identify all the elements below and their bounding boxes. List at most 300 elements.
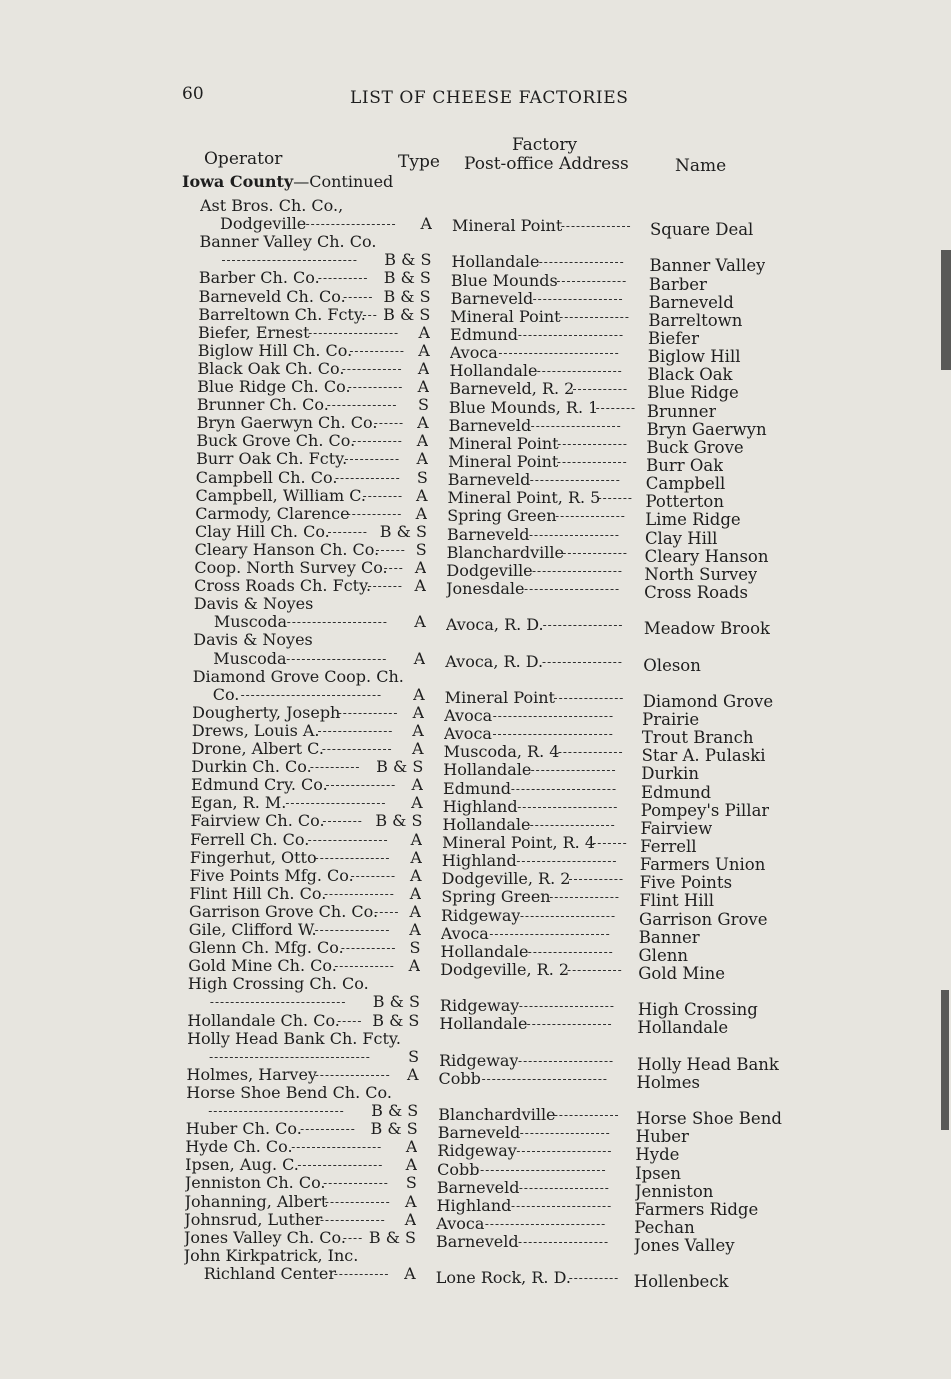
post-office-address: Avoca xyxy=(436,1214,485,1233)
operator-name: Biefer, Ernest xyxy=(198,322,310,342)
post-office-address: Dodgeville, R. 2 xyxy=(441,869,571,889)
dot-leader: -------------- xyxy=(326,398,398,413)
operator-location: Dodgeville xyxy=(220,214,307,234)
post-office-address: Mineral Point xyxy=(452,216,563,236)
factory-name: Holmes xyxy=(636,1072,701,1092)
factory-type: A xyxy=(405,1137,418,1157)
factory-type: A xyxy=(418,322,431,342)
factory-name: Prairie xyxy=(642,709,700,729)
dot-leader: ----------- xyxy=(300,1122,356,1137)
post-office-address: Avoca, R. D. xyxy=(445,651,544,671)
operator-name: Diamond Grove Coop. Ch. xyxy=(192,666,404,686)
dot-leader: ------------------ xyxy=(528,527,620,542)
post-office-address: Cobb xyxy=(438,1068,481,1088)
dot-leader: --- xyxy=(362,307,378,322)
dot-leader: ----------- xyxy=(344,452,401,467)
dot-leader: ----------- xyxy=(572,382,629,397)
factory-name: Oleson xyxy=(643,655,701,675)
operator-name: Ast Bros. Ch. Co., xyxy=(200,196,344,215)
post-office-address: Hollandale xyxy=(443,760,532,780)
factory-name: Biefer xyxy=(648,328,699,348)
factory-name: Black Oak xyxy=(647,365,733,385)
dot-leader: -------------- xyxy=(560,219,632,234)
post-office-address: Spring Green xyxy=(447,506,557,526)
dot-leader: ---------- xyxy=(568,1271,620,1286)
dot-leader: ------------------ xyxy=(308,325,400,340)
post-office-address: Avoca xyxy=(443,724,492,744)
dot-leader: ------------------ xyxy=(518,1235,609,1250)
dot-leader: ------------------ xyxy=(519,1126,611,1141)
factory-name: Cross Roads xyxy=(644,583,748,603)
factory-name: Hyde xyxy=(635,1145,680,1165)
dot-leader: ------------------- xyxy=(518,1053,615,1068)
operator-location: Richland Center xyxy=(203,1263,336,1283)
factory-name: Clay Hill xyxy=(644,528,718,548)
dot-leader: -------------- xyxy=(324,886,395,901)
header-name: Name xyxy=(675,156,727,176)
header-operator: Operator xyxy=(204,149,283,169)
dot-leader: ------------- xyxy=(553,1108,620,1123)
operator-name: Banner Valley Ch. Co. xyxy=(199,232,377,252)
dot-leader: --------------------------- xyxy=(221,253,358,268)
dot-leader: --------------------- xyxy=(517,327,625,342)
operator-name: Ipsen, Aug. C. xyxy=(185,1155,299,1175)
factory-type: A xyxy=(414,576,427,596)
factory-type: B & S xyxy=(370,1119,418,1139)
dot-leader: --------------------------- xyxy=(209,995,347,1010)
section-county: Iowa County xyxy=(182,172,294,191)
page-number: 60 xyxy=(182,84,204,104)
post-office-address: Hollandale xyxy=(439,1014,528,1034)
operator-name: Davis & Noyes xyxy=(193,594,314,614)
factory-type: A xyxy=(414,612,426,632)
operator-location: Muscoda xyxy=(213,648,287,668)
operator-name: Gile, Clifford W. xyxy=(188,920,317,939)
post-office-address: Barneveld xyxy=(448,415,532,435)
factory-type: B & S xyxy=(383,268,431,288)
factory-name: Edmund xyxy=(641,782,712,802)
dot-leader: ------------- xyxy=(323,1176,389,1191)
dot-leader: ------------ xyxy=(341,361,403,376)
factory-type: A xyxy=(415,485,428,505)
factory-type: A xyxy=(405,1191,417,1211)
operator-name: Cross Roads Ch. Fcty. xyxy=(194,576,372,596)
dot-leader: ------------------------ xyxy=(498,346,620,361)
dot-leader: ---------------- xyxy=(307,832,389,847)
dot-leader: ------ xyxy=(373,416,405,431)
dot-leader: ----------------- xyxy=(530,763,617,778)
factory-name: Barber xyxy=(648,274,707,294)
dot-leader: ----------- xyxy=(346,506,403,521)
factory-name: Star A. Pulaski xyxy=(641,746,766,766)
factory-type: B & S xyxy=(383,304,431,324)
dot-leader: ------ xyxy=(343,289,374,304)
post-office-address: Lone Rock, R. D. xyxy=(435,1268,571,1288)
factory-type: A xyxy=(411,793,423,813)
dot-leader: ------------------------ xyxy=(492,708,615,723)
dot-leader: ------- xyxy=(597,491,633,506)
post-office-address: Highland xyxy=(441,851,517,871)
post-office-address: Ridgeway xyxy=(441,905,521,925)
factory-name: Huber xyxy=(635,1127,689,1147)
factory-name: Five Points xyxy=(639,873,733,893)
post-office-address: Barneveld xyxy=(436,1232,519,1252)
factory-name: Fairview xyxy=(640,818,713,838)
factory-type: A xyxy=(418,340,430,360)
dot-leader: ------------ xyxy=(337,705,399,720)
dot-leader: ------------------ xyxy=(529,473,621,488)
factory-type: A xyxy=(416,449,429,469)
dot-leader: ------------------- xyxy=(518,999,615,1014)
dot-leader: --------------- xyxy=(314,923,391,937)
operator-name: Holly Head Bank Ch. Fcty. xyxy=(187,1028,401,1048)
dot-leader: ----------------- xyxy=(526,1017,613,1032)
dot-leader: -------------- xyxy=(556,273,628,288)
operator-name: Jenniston Ch. Co. xyxy=(184,1173,326,1193)
factory-name: Pechan xyxy=(634,1218,695,1237)
operator-name: Egan, R. M. xyxy=(190,793,287,813)
dot-leader: ------------- xyxy=(324,1194,391,1209)
post-office-address: Cobb xyxy=(437,1159,480,1179)
factory-name: Holly Head Bank xyxy=(637,1054,779,1074)
operator-name: Holmes, Harvey xyxy=(186,1064,317,1084)
post-office-address: Hollandale xyxy=(451,252,540,272)
dot-leader: ----------------- xyxy=(527,944,614,959)
factory-name: Garrison Grove xyxy=(639,909,768,929)
dot-leader: -------------------- xyxy=(286,651,388,666)
post-office-address: Highland xyxy=(436,1195,512,1215)
post-office-address: Muscoda, R. 4 xyxy=(443,742,560,762)
post-office-address: Avoca xyxy=(440,923,489,943)
dot-leader: -------- xyxy=(327,524,368,539)
post-office-address: Hollandale xyxy=(442,814,531,834)
factory-type: B & S xyxy=(372,992,420,1012)
dot-leader: --------------- xyxy=(314,1067,391,1082)
operator-name: Black Oak Ch. Co. xyxy=(197,358,345,378)
factory-name: Flint Hill xyxy=(639,891,715,911)
operator-name: Campbell, William C. xyxy=(195,485,366,505)
operator-name: Cleary Hanson Ch. Co. xyxy=(194,539,380,559)
operator-name: Jones Valley Ch. Co. xyxy=(184,1227,346,1247)
factory-type: A xyxy=(413,684,425,704)
operator-name: Carmody, Clarence xyxy=(195,503,350,523)
operator-name: Coop. North Survey Co. xyxy=(194,558,388,577)
post-office-address: Highland xyxy=(442,796,518,816)
post-office-address: Spring Green xyxy=(441,887,551,907)
operator-name: Huber Ch. Co. xyxy=(185,1119,302,1139)
factory-name: Cleary Hanson xyxy=(644,546,769,566)
factory-type: B & S xyxy=(375,811,423,831)
dot-leader: ----------------- xyxy=(529,817,616,832)
dot-leader: -------------- xyxy=(559,309,630,324)
factory-name: High Crossing xyxy=(637,1000,758,1020)
dot-leader: ---------- xyxy=(352,434,403,449)
dot-leader: ------------------------ xyxy=(492,727,614,742)
operator-location: Co. xyxy=(212,684,240,704)
factory-name: Buck Grove xyxy=(646,437,744,457)
post-office-address: Blanchardville xyxy=(438,1105,556,1125)
operator-name: John Kirkpatrick, Inc. xyxy=(183,1245,359,1265)
factory-type: S xyxy=(415,539,427,559)
factory-name: Durkin xyxy=(641,764,699,784)
factory-type: B & S xyxy=(372,1010,420,1030)
operator-name: Drews, Louis A. xyxy=(191,720,320,740)
operator-name: Glenn Ch. Mfg. Co. xyxy=(188,938,344,958)
operator-name: Burr Oak Ch. Fcty. xyxy=(196,449,348,469)
dot-leader: ----------- xyxy=(568,872,625,887)
factory-type: B & S xyxy=(379,521,427,541)
operator-name: Drone, Albert C. xyxy=(191,739,324,758)
dot-leader: ------ xyxy=(375,542,406,557)
factory-type: B & S xyxy=(383,286,431,306)
dot-leader: ------------------ xyxy=(530,418,622,433)
factory-name: Blue Ridge xyxy=(647,383,739,403)
factory-name: Barreltown xyxy=(648,310,743,330)
factory-type: A xyxy=(417,358,430,378)
dot-leader: ----------- xyxy=(333,1266,390,1281)
dot-leader: -------------- xyxy=(557,436,628,451)
post-office-address: Mineral Point xyxy=(444,687,555,707)
operator-name: Clay Hill Ch. Co. xyxy=(194,521,330,541)
post-office-address: Barneveld xyxy=(446,524,530,544)
factory-type: A xyxy=(416,431,429,451)
post-office-address: Avoca, R. D. xyxy=(445,615,544,635)
factory-name: Jenniston xyxy=(634,1181,714,1201)
dot-leader: ------------- xyxy=(334,470,401,485)
operator-name: Hollandale Ch. Co. xyxy=(187,1010,340,1030)
operator-name: Five Points Mfg. Co. xyxy=(189,865,354,885)
section-continued: —Continued xyxy=(293,172,394,191)
factory-type: S xyxy=(409,938,421,958)
post-office-address: Ridgeway xyxy=(439,1050,519,1070)
post-office-address: Barneveld xyxy=(447,470,531,490)
factory-type: S xyxy=(408,1046,420,1066)
post-office-address: Mineral Point xyxy=(448,433,559,453)
factory-type: A xyxy=(417,413,429,433)
page-title: LIST OF CHEESE FACTORIES xyxy=(350,88,629,108)
post-office-address: Mineral Point, R. 5 xyxy=(447,488,601,508)
factory-type: A xyxy=(413,648,426,668)
operator-name: Blue Ridge Ch. Co. xyxy=(197,377,351,396)
dot-leader: -------------------- xyxy=(511,1198,613,1213)
post-office-address: Barneveld xyxy=(436,1177,520,1197)
operator-name: Gold Mine Ch. Co. xyxy=(188,956,337,976)
post-office-address: Dodgeville, R. 2 xyxy=(440,960,570,980)
post-office-address: Ridgeway xyxy=(437,1141,517,1161)
operator-name: Ferrell Ch. Co. xyxy=(190,829,310,849)
header-type: Type xyxy=(398,152,440,172)
factory-name: Banner xyxy=(638,927,700,947)
factory-type: B & S xyxy=(371,1101,419,1120)
post-office-address: Blue Mounds xyxy=(450,270,558,290)
post-office-address: Blue Mounds, R. 1 xyxy=(448,397,599,417)
dot-leader: ----- xyxy=(374,904,400,919)
factory-type: B & S xyxy=(368,1227,416,1247)
factory-name: Lime Ridge xyxy=(645,510,741,530)
operator-name: High Crossing Ch. Co. xyxy=(187,974,369,994)
factory-name: Brunner xyxy=(646,401,717,421)
post-office-address: Barneveld xyxy=(437,1123,521,1143)
dot-leader: -------------- xyxy=(549,890,620,905)
dot-leader: -------------- xyxy=(553,690,625,705)
factory-type: A xyxy=(414,558,427,577)
factory-name: Hollandale xyxy=(637,1018,729,1038)
factory-type: A xyxy=(409,901,422,921)
factory-type: A xyxy=(409,883,422,903)
dot-leader: ------------------- xyxy=(524,582,621,597)
dot-leader: ------- xyxy=(367,579,403,594)
dot-leader: ---------- xyxy=(317,271,369,286)
factory-type: A xyxy=(409,920,421,939)
factory-name: Biglow Hill xyxy=(647,347,741,367)
factory-type: A xyxy=(411,775,424,795)
header-address: Post-office Address xyxy=(464,154,629,174)
dot-leader: ------------- xyxy=(562,545,628,560)
factory-type: A xyxy=(406,1064,419,1084)
dot-leader: -------- xyxy=(322,814,363,829)
factory-name: Hollenbeck xyxy=(633,1272,729,1292)
dot-leader: ------------------ xyxy=(305,217,397,232)
dot-leader: ----------- xyxy=(567,963,623,978)
operator-name: Dougherty, Joseph xyxy=(192,702,341,722)
operator-name: Garrison Grove Ch. Co. xyxy=(189,901,379,921)
post-office-address: Avoca xyxy=(449,343,498,363)
dot-leader: ----- xyxy=(337,1013,363,1028)
post-office-address: Avoca xyxy=(444,705,493,725)
dot-leader: -------------------------------- xyxy=(209,1049,371,1064)
dot-leader: ------------------ xyxy=(291,1140,383,1155)
dot-leader: ------------------ xyxy=(531,563,623,578)
page-edge-mark xyxy=(941,990,949,1130)
factory-name: Potterton xyxy=(645,492,724,512)
dot-leader: --------------- xyxy=(314,850,391,865)
dot-leader: ------------------------- xyxy=(481,1071,608,1086)
factory-name: Square Deal xyxy=(650,220,754,240)
post-office-address: Blanchardville xyxy=(446,542,564,562)
dot-leader: -------------- xyxy=(555,509,626,524)
post-office-address: Mineral Point, R. 4 xyxy=(442,833,596,852)
dot-leader: ------------------- xyxy=(519,908,617,923)
factory-name: Farmers Ridge xyxy=(634,1199,759,1219)
operator-location: Muscoda xyxy=(213,612,288,632)
factory-type: S xyxy=(416,467,428,487)
dot-leader: -------------------- xyxy=(516,854,618,869)
dot-leader: ----------- xyxy=(349,343,405,358)
dot-leader: -------------------- xyxy=(517,799,619,814)
operator-name: Flint Hill Ch. Co. xyxy=(189,883,327,903)
factory-name: Campbell xyxy=(645,474,726,494)
post-office-address: Ridgeway xyxy=(439,996,520,1016)
operator-name: Bryn Gaerwyn Ch. Co. xyxy=(196,413,378,433)
factory-name: Ferrell xyxy=(640,837,697,856)
dot-leader: ------- xyxy=(592,836,628,850)
operator-name: Fingerhut, Otto xyxy=(189,847,317,867)
factory-type: A xyxy=(412,720,424,740)
header-factory: Factory xyxy=(512,135,578,155)
factory-name: Burr Oak xyxy=(646,456,724,475)
operator-name: Barber Ch. Co. xyxy=(198,268,320,288)
dot-leader: ----------------- xyxy=(297,1158,384,1173)
operator-name: Horse Shoe Bend Ch. Co. xyxy=(186,1082,392,1102)
dot-leader: ------------------------ xyxy=(484,1217,607,1231)
page-edge-mark xyxy=(941,250,951,370)
factory-name: Horse Shoe Bend xyxy=(636,1109,782,1129)
post-office-address: Hollandale xyxy=(449,361,538,381)
dot-leader: ------------------- xyxy=(516,1144,613,1159)
dot-leader: ----------- xyxy=(347,380,404,394)
dot-leader: --------- xyxy=(350,868,397,883)
dot-leader: ---------------- xyxy=(542,654,623,669)
dot-leader: ---- xyxy=(383,561,404,575)
dot-leader: ------------------------ xyxy=(489,926,611,941)
operator-name: Biglow Hill Ch. Co. xyxy=(197,340,353,360)
post-office-address: Barneveld xyxy=(450,288,534,308)
factory-type: A xyxy=(412,702,425,722)
post-office-address: Hollandale xyxy=(440,941,529,961)
operator-name: Durkin Ch. Co. xyxy=(191,757,312,777)
dot-leader: ------------------ xyxy=(518,1180,610,1195)
dot-leader: -------------------- xyxy=(286,615,388,630)
post-office-address: Dodgeville xyxy=(446,560,533,580)
factory-type: B & S xyxy=(376,757,424,777)
operator-name: Johanning, Albert xyxy=(184,1191,328,1211)
post-office-address: Mineral Point xyxy=(448,452,559,471)
factory-type: A xyxy=(410,865,422,885)
factory-name: Glenn xyxy=(638,945,688,965)
dot-leader: --------------------------- xyxy=(208,1104,345,1118)
factory-type: A xyxy=(408,956,421,976)
operator-name: Johnsrud, Luther xyxy=(184,1209,323,1229)
factory-type: S xyxy=(417,395,429,415)
dot-leader: -------- xyxy=(362,488,404,503)
dot-leader: ---- xyxy=(342,1230,364,1245)
dot-leader: ------------------ xyxy=(532,291,624,306)
operator-name: Brunner Ch. Co. xyxy=(196,395,329,415)
factory-name: Barneveld xyxy=(648,292,734,312)
dot-leader: ---------- xyxy=(309,760,361,775)
factory-name: Pompey's Pillar xyxy=(640,800,770,820)
factory-type: A xyxy=(404,1263,416,1283)
operator-name: Barreltown Ch. Fcty. xyxy=(198,304,366,324)
factory-name: Banner Valley xyxy=(649,256,766,276)
factory-type: A xyxy=(415,503,428,523)
factory-type: B & S xyxy=(384,250,432,270)
post-office-address: Edmund xyxy=(450,324,518,344)
operator-name: Hyde Ch. Co. xyxy=(185,1137,293,1157)
dot-leader: ----------- xyxy=(340,941,397,956)
factory-type: A xyxy=(410,829,423,849)
factory-name: Jones Valley xyxy=(634,1236,735,1256)
dot-leader: -------------- xyxy=(321,742,393,756)
factory-name: North Survey xyxy=(644,564,758,584)
dot-leader: ------------ xyxy=(334,959,395,974)
operator-name: Fairview Ch. Co. xyxy=(190,811,325,831)
dot-leader: ------------------------- xyxy=(480,1162,607,1177)
factory-name: Farmers Union xyxy=(639,855,766,875)
factory-type: A xyxy=(405,1155,418,1175)
post-office-address: Jonesdale xyxy=(446,579,525,599)
dot-leader: ------------- xyxy=(557,745,624,760)
factory-type: A xyxy=(420,214,432,234)
operator-name: Buck Grove Ch. Co. xyxy=(196,431,356,451)
dot-leader: ---------------- xyxy=(542,618,624,633)
factory-name: Ipsen xyxy=(635,1163,682,1183)
dot-leader: --------------------- xyxy=(510,781,617,796)
factory-name: Diamond Grove xyxy=(642,691,774,711)
factory-type: A xyxy=(410,847,422,867)
post-office-address: Barneveld, R. 2 xyxy=(449,379,575,399)
dot-leader: -------------- xyxy=(556,455,628,469)
